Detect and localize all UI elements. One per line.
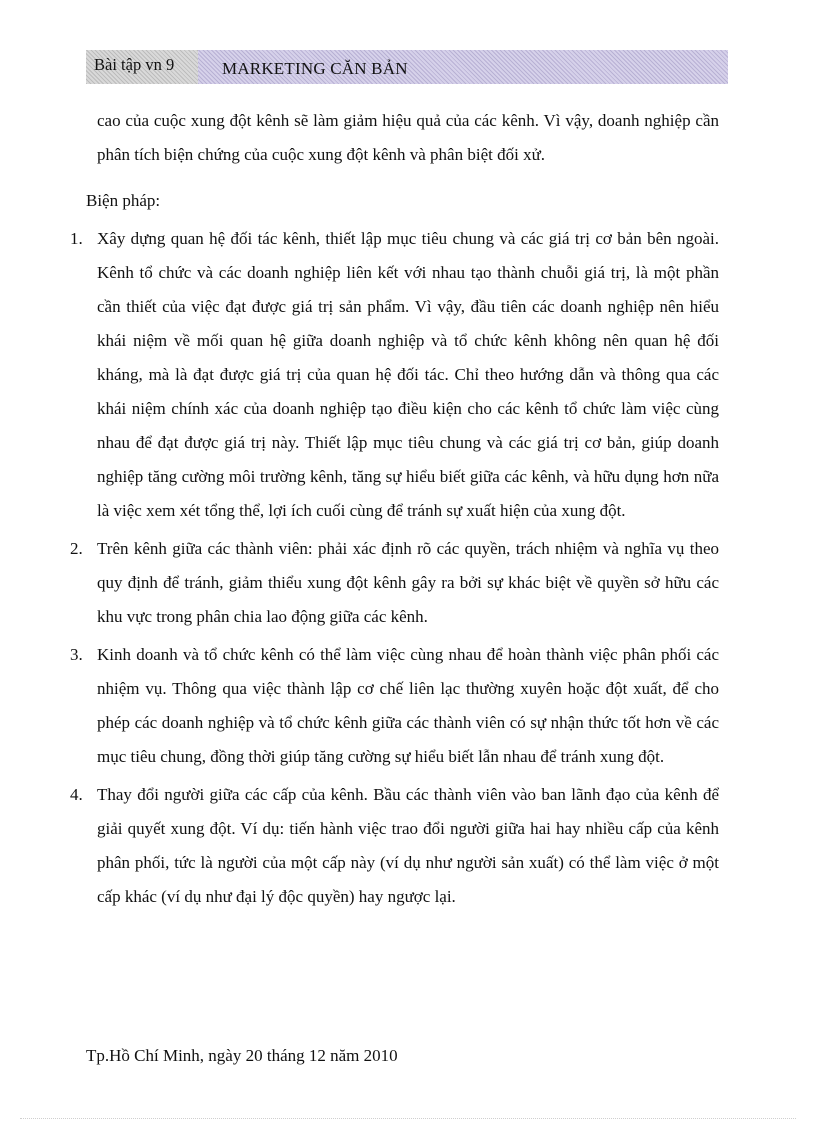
list-item (70, 532, 719, 634)
signature-date-line: Tp.Hồ Chí Minh, ngày 20 tháng 12 năm 2010 (86, 1046, 398, 1065)
list-item (70, 638, 719, 774)
list-item-number: 2. (70, 539, 83, 558)
list-item (70, 222, 719, 528)
page-bottom-divider (20, 1118, 796, 1119)
list-item-number: 3. (70, 645, 83, 664)
intro-paragraph: cao của cuộc xung đột kênh sẽ làm giảm hiệu quả của các kênh. Vì vậy, doanh nghiệp cần phân tích biện chứng của cuộc xung đột kênh và phân biệt đối xử. (97, 111, 719, 164)
measures-list (70, 222, 719, 914)
list-item-text: Kinh doanh và tổ chức kênh có thể làm việc cùng nhau để hoàn thành việc phân phối các nhiệm vụ. Thông qua việc thành lập cơ chế liên lạc thường xuyên hoặc đột xuất, để cho phép các doanh nghiệp và tổ chức kênh giữa các thành viên có sự nhận thức tốt hơn về các mục tiêu chung, đồng thời giúp tăng cường sự hiểu biết lẫn nhau để tránh xung đột. (97, 645, 719, 766)
list-item-text: Thay đổi người giữa các cấp của kênh. Bầu các thành viên vào ban lãnh đạo của kênh để giải quyết xung đột. Ví dụ: tiến hành việc trao đổi người giữa hai hay nhiều cấp của kênh phân phối, tức là người của một cấp này (ví dụ như người sản xuất) có thể làm việc ở một cấp khác (ví dụ như đại lý độc quyền) hay ngược lại. (97, 785, 719, 906)
list-item-number: 1. (70, 229, 83, 248)
list-item-text: Trên kênh giữa các thành viên: phải xác định rõ các quyền, trách nhiệm và nghĩa vụ theo quy định để tránh, giảm thiểu xung đột kênh gây ra bởi sự khác biệt về quyền sở hữu các khu vực trong phân chia lao động giữa các kênh. (97, 539, 719, 626)
list-item (70, 778, 719, 914)
header-title: MARKETING CĂN BẢN (198, 50, 728, 84)
list-item-number: 4. (70, 785, 83, 804)
page-header (86, 50, 728, 84)
measures-heading: Biện pháp: (86, 191, 161, 210)
document-body (70, 104, 719, 914)
header-exercise-label: Bài tập vn 9 (86, 50, 198, 84)
list-item-text: Xây dựng quan hệ đối tác kênh, thiết lập mục tiêu chung và các giá trị cơ bản bên ngoài. Kênh tổ chức và các doanh nghiệp liên kết với nhau tạo thành chuỗi giá trị, là một phần cần thiết của việc đạt được giá trị sản phẩm. Vì vậy, đầu tiên các doanh nghiệp nên hiểu khái niệm về mối quan hệ giữa doanh nghiệp và tổ chức kênh không nên quan hệ đối kháng, mà là đạt được giá trị của quan hệ đối tác. Chỉ theo hướng dẫn và thông qua các khái niệm chính xác của doanh nghiệp tạo điều kiện cho các kênh tổ chức làm việc cùng nhau để đạt được giá trị này. Thiết lập mục tiêu chung và các giá trị cơ bản, giúp doanh nghiệp tăng cường môi trường kênh, tăng sự hiểu biết giữa các kênh, và hữu dụng hơn nữa là việc xem xét tổng thể, lợi ích cuối cùng để tránh sự xuất hiện của xung đột. (97, 229, 719, 520)
